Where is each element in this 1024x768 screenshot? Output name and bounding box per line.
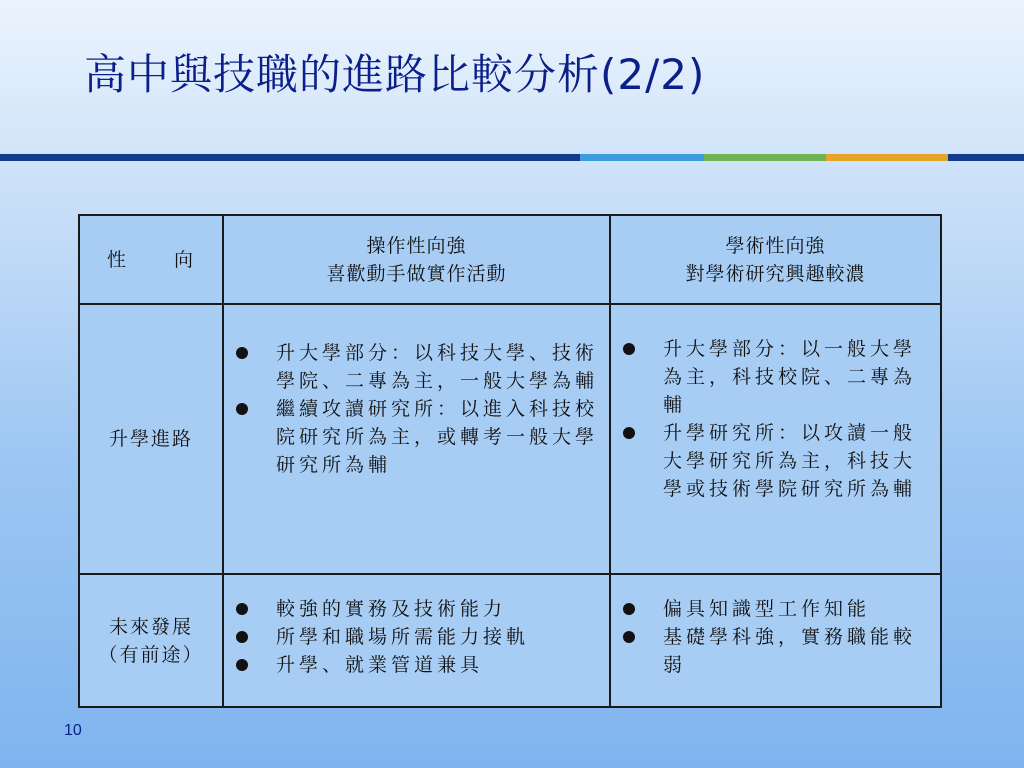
bullet-icon <box>236 347 248 359</box>
list-item: 較強的實務及技術能力 <box>236 595 603 623</box>
column-header-vocational-line1: 操作性向強 <box>366 234 467 257</box>
slide-title: 高中與技職的進路比較分析(2/2) <box>84 50 706 99</box>
row-header-aptitude-right: 向 <box>174 248 196 271</box>
bullet-icon <box>623 603 635 615</box>
page-number: 10 <box>64 722 82 739</box>
bullet-icon <box>236 403 248 415</box>
further-study-vocational-cell <box>223 304 610 574</box>
divider-segment-dark <box>0 154 580 161</box>
list-item: 偏具知識型工作知能 <box>623 595 934 623</box>
divider-segment-green <box>704 154 826 161</box>
bullet-icon <box>623 631 635 643</box>
row-header-aptitude <box>79 215 223 304</box>
future-vocational-cell <box>223 574 610 707</box>
divider-segment-orange <box>826 154 948 161</box>
row-header-further-study: 升學進路 <box>79 304 223 574</box>
column-header-vocational-line2: 喜歡動手做實作活動 <box>326 262 507 285</box>
table-row-aptitude <box>79 215 941 304</box>
list-item: 升學、就業管道兼具 <box>236 651 603 679</box>
row-header-future-line1: 未來發展 <box>108 615 193 638</box>
future-academic-cell <box>610 574 941 707</box>
row-header-future-line2: （有前途） <box>98 643 204 666</box>
list-item: 升大學部分：以一般大學為主，科技校院、二專為輔 <box>623 335 934 419</box>
row-header-aptitude-left: 性 <box>106 248 128 271</box>
bullet-icon <box>623 427 635 439</box>
bullet-icon <box>236 631 248 643</box>
divider-segment-blue <box>580 154 704 161</box>
list-item: 基礎學科強，實務職能較弱 <box>623 623 934 679</box>
title-divider <box>0 154 1024 161</box>
list-item: 繼續攻讀研究所：以進入科技校院研究所為主，或轉考一般大學研究所為輔 <box>236 395 603 479</box>
bullet-icon <box>236 659 248 671</box>
column-header-academic-line1: 學術性向強 <box>725 234 826 257</box>
bullet-icon <box>236 603 248 615</box>
divider-segment-dark-right <box>948 154 1024 161</box>
table-row-future <box>79 574 941 707</box>
further-study-academic-cell <box>610 304 941 574</box>
comparison-table <box>78 214 942 708</box>
row-header-future <box>79 574 223 707</box>
table-row-further-study <box>79 304 941 574</box>
list-item: 升學研究所：以攻讀一般大學研究所為主，科技大學或技術學院研究所為輔 <box>623 419 934 503</box>
column-header-academic-line2: 對學術研究興趣較濃 <box>685 262 866 285</box>
column-header-academic <box>610 215 941 304</box>
list-item: 升大學部分：以科技大學、技術學院、二專為主，一般大學為輔 <box>236 339 603 395</box>
list-item: 所學和職場所需能力接軌 <box>236 623 603 651</box>
column-header-vocational <box>223 215 610 304</box>
bullet-icon <box>623 343 635 355</box>
